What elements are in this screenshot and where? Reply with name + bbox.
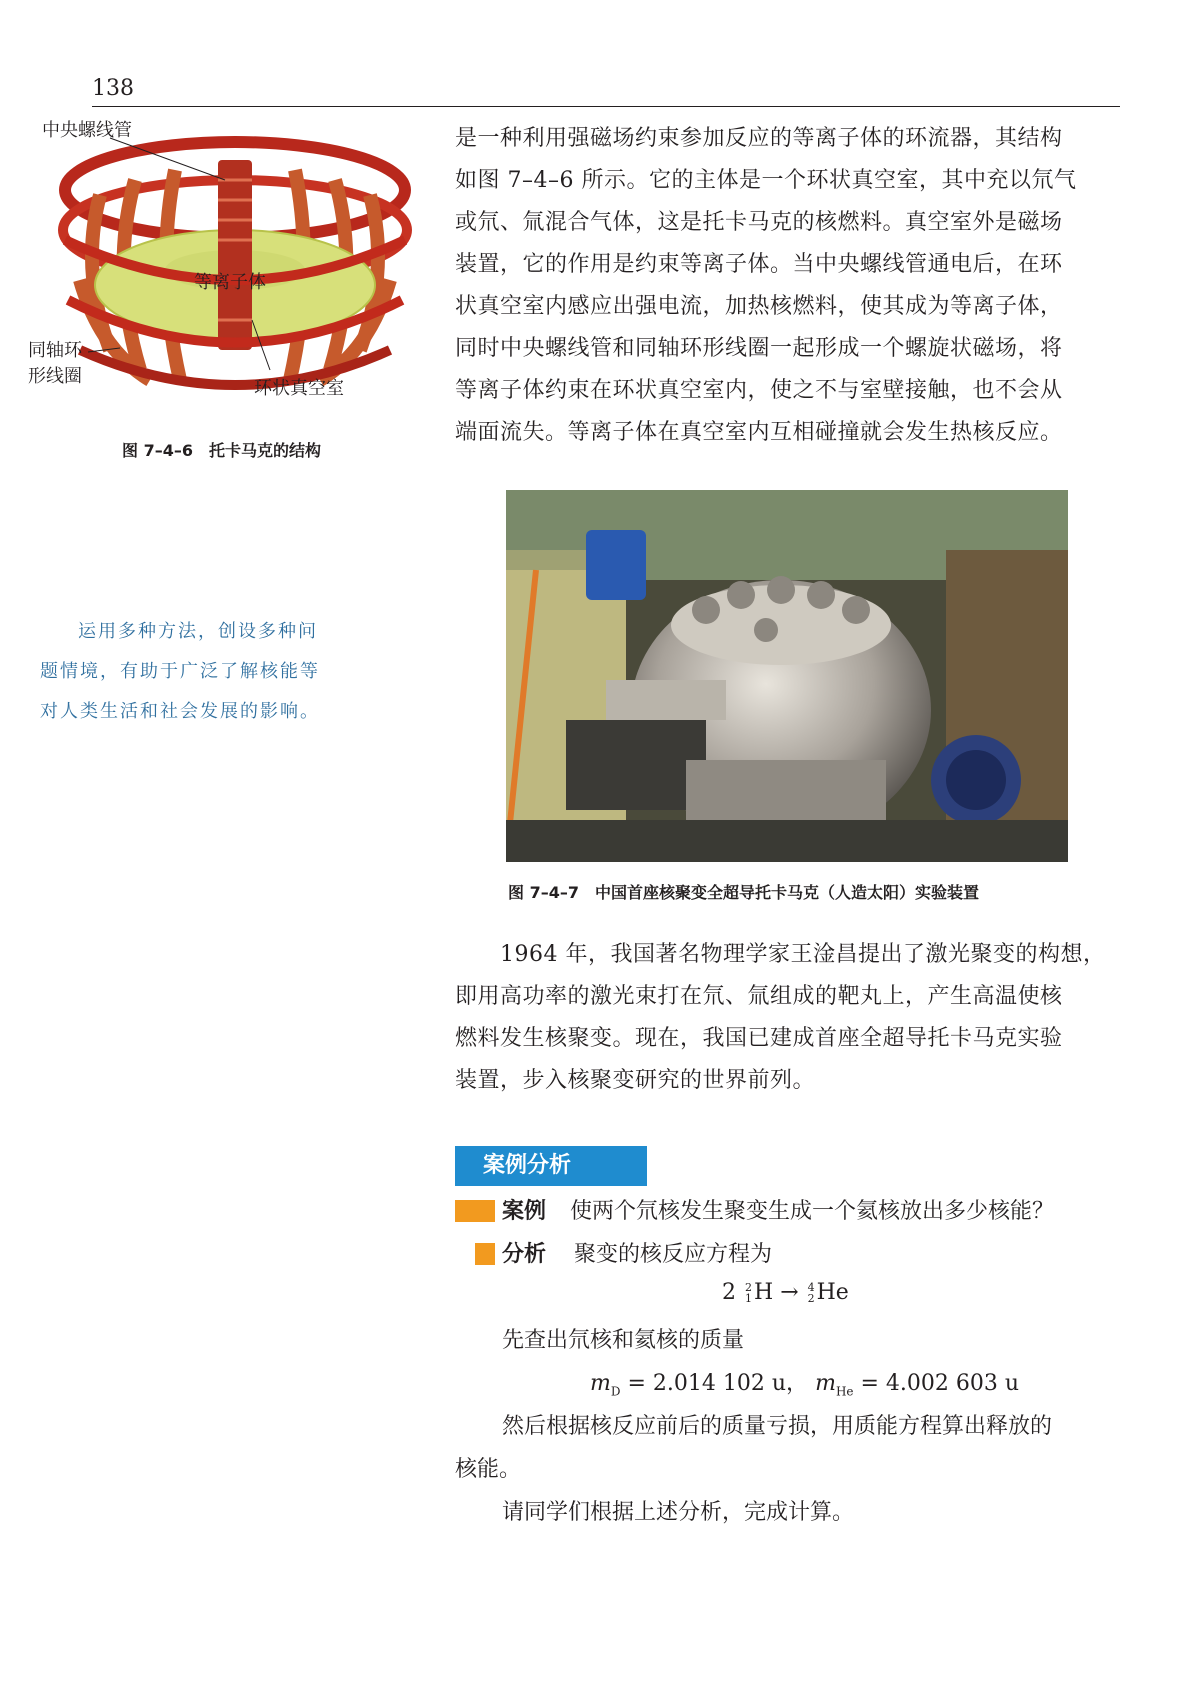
analysis-text: 聚变的核反应方程为 — [574, 1242, 773, 1267]
label-vacuum-chamber: 环状真空室 — [254, 378, 344, 399]
paragraph-laser-fusion — [455, 934, 1120, 1102]
header-rule — [92, 106, 1120, 107]
label-plasma: 等离子体 — [194, 272, 266, 293]
mass-values — [590, 1366, 1019, 1398]
case-question: 使两个氘核发生聚变生成一个氦核放出多少核能？ — [570, 1199, 1055, 1224]
deuterium-mass: = 2.014 102 u， — [620, 1371, 809, 1396]
text-line: 装置，它的作用是约束等离子体。当中央螺线管通电后，在环 — [455, 252, 1063, 277]
tokamak-illustration — [40, 120, 420, 410]
equation-coefficient: 2 — [722, 1280, 736, 1305]
tokamak-structure-figure — [28, 120, 420, 470]
text-line: 装置，步入核聚变研究的世界前列。 — [455, 1068, 816, 1093]
text-line: 端面流失。等离子体在真空室内互相碰撞就会发生热核反应。 — [455, 420, 1063, 445]
hydrogen-symbol: H — [754, 1280, 774, 1305]
reaction-arrow: → — [780, 1280, 799, 1305]
side-note — [40, 612, 408, 732]
figure1-caption: 图 7–4–6 托卡马克的结构 — [122, 441, 321, 460]
text-line: 同时中央螺线管和同轴环形线圈一起形成一个螺旋状磁场，将 — [455, 336, 1063, 361]
text-line: 如图 7–4–6 所示。它的主体是一个环状真空室，其中充以氘气 — [455, 168, 1077, 193]
label-coaxial-coil-1: 同轴环 — [28, 340, 82, 361]
figure2-caption: 图 7–4–7 中国首座核聚变全超导托卡马克（人造太阳）实验装置 — [508, 883, 979, 902]
case-analysis-header: 案例分析 — [455, 1146, 647, 1186]
side-note-line: 运用多种方法，创设多种问 — [78, 621, 318, 642]
fusion-equation — [722, 1280, 849, 1305]
step-mass-defect: 然后根据核反应前后的质量亏损，用质能方程算出释放的 — [502, 1414, 1053, 1439]
analysis-tag-block — [475, 1243, 495, 1265]
photo-illustration — [506, 490, 1068, 862]
step-lookup-mass: 先查出氘核和氦核的质量 — [502, 1328, 745, 1353]
east-tokamak-photo — [506, 490, 1068, 862]
side-note-line: 对人类生活和社会发展的影响。 — [40, 701, 320, 722]
label-coaxial-coil-2: 形线圈 — [28, 366, 82, 387]
helium-subscript: He — [835, 1384, 854, 1399]
text-line: 或氘、氚混合气体，这是托卡马克的核燃料。真空室外是磁场 — [455, 210, 1063, 235]
text-line: 状真空室内感应出强电流，加热核燃料，使其成为等离子体， — [455, 294, 1063, 319]
text-line: 燃料发生核聚变。现在，我国已建成首座全超导托卡马克实验 — [455, 1026, 1063, 1051]
deuterium-numbers: 2 1 — [745, 1281, 752, 1305]
text-line: 即用高功率的激光束打在氘、氚组成的靶丸上，产生高温使核 — [455, 984, 1063, 1009]
case-label: 案例 — [502, 1199, 547, 1224]
deuterium-subscript: D — [610, 1384, 621, 1399]
mass-symbol: m — [590, 1371, 611, 1396]
label-central-solenoid: 中央螺线管 — [42, 120, 132, 141]
mass-symbol: m — [815, 1371, 836, 1396]
text-line: 等离子体约束在环状真空室内，使之不与室壁接触，也不会从 — [455, 378, 1063, 403]
paragraph-tokamak — [455, 118, 1120, 454]
page-number: 138 — [92, 76, 134, 101]
step-mass-defect-cont: 核能。 — [455, 1457, 522, 1482]
helium-numbers: 4 2 — [807, 1281, 815, 1305]
side-note-line: 题情境，有助于广泛了解核能等 — [40, 661, 320, 682]
text-line: 是一种利用强磁场约束参加反应的等离子体的环流器，其结构 — [455, 126, 1063, 151]
helium-mass: = 4.002 603 u — [853, 1371, 1020, 1396]
analysis-label: 分析 — [502, 1242, 547, 1267]
case-tag-block — [455, 1200, 495, 1222]
text-line: 1964 年，我国著名物理学家王淦昌提出了激光聚变的构想， — [455, 942, 1106, 967]
helium-symbol: He — [816, 1280, 849, 1305]
step-complete-calculation: 请同学们根据上述分析，完成计算。 — [502, 1500, 855, 1525]
